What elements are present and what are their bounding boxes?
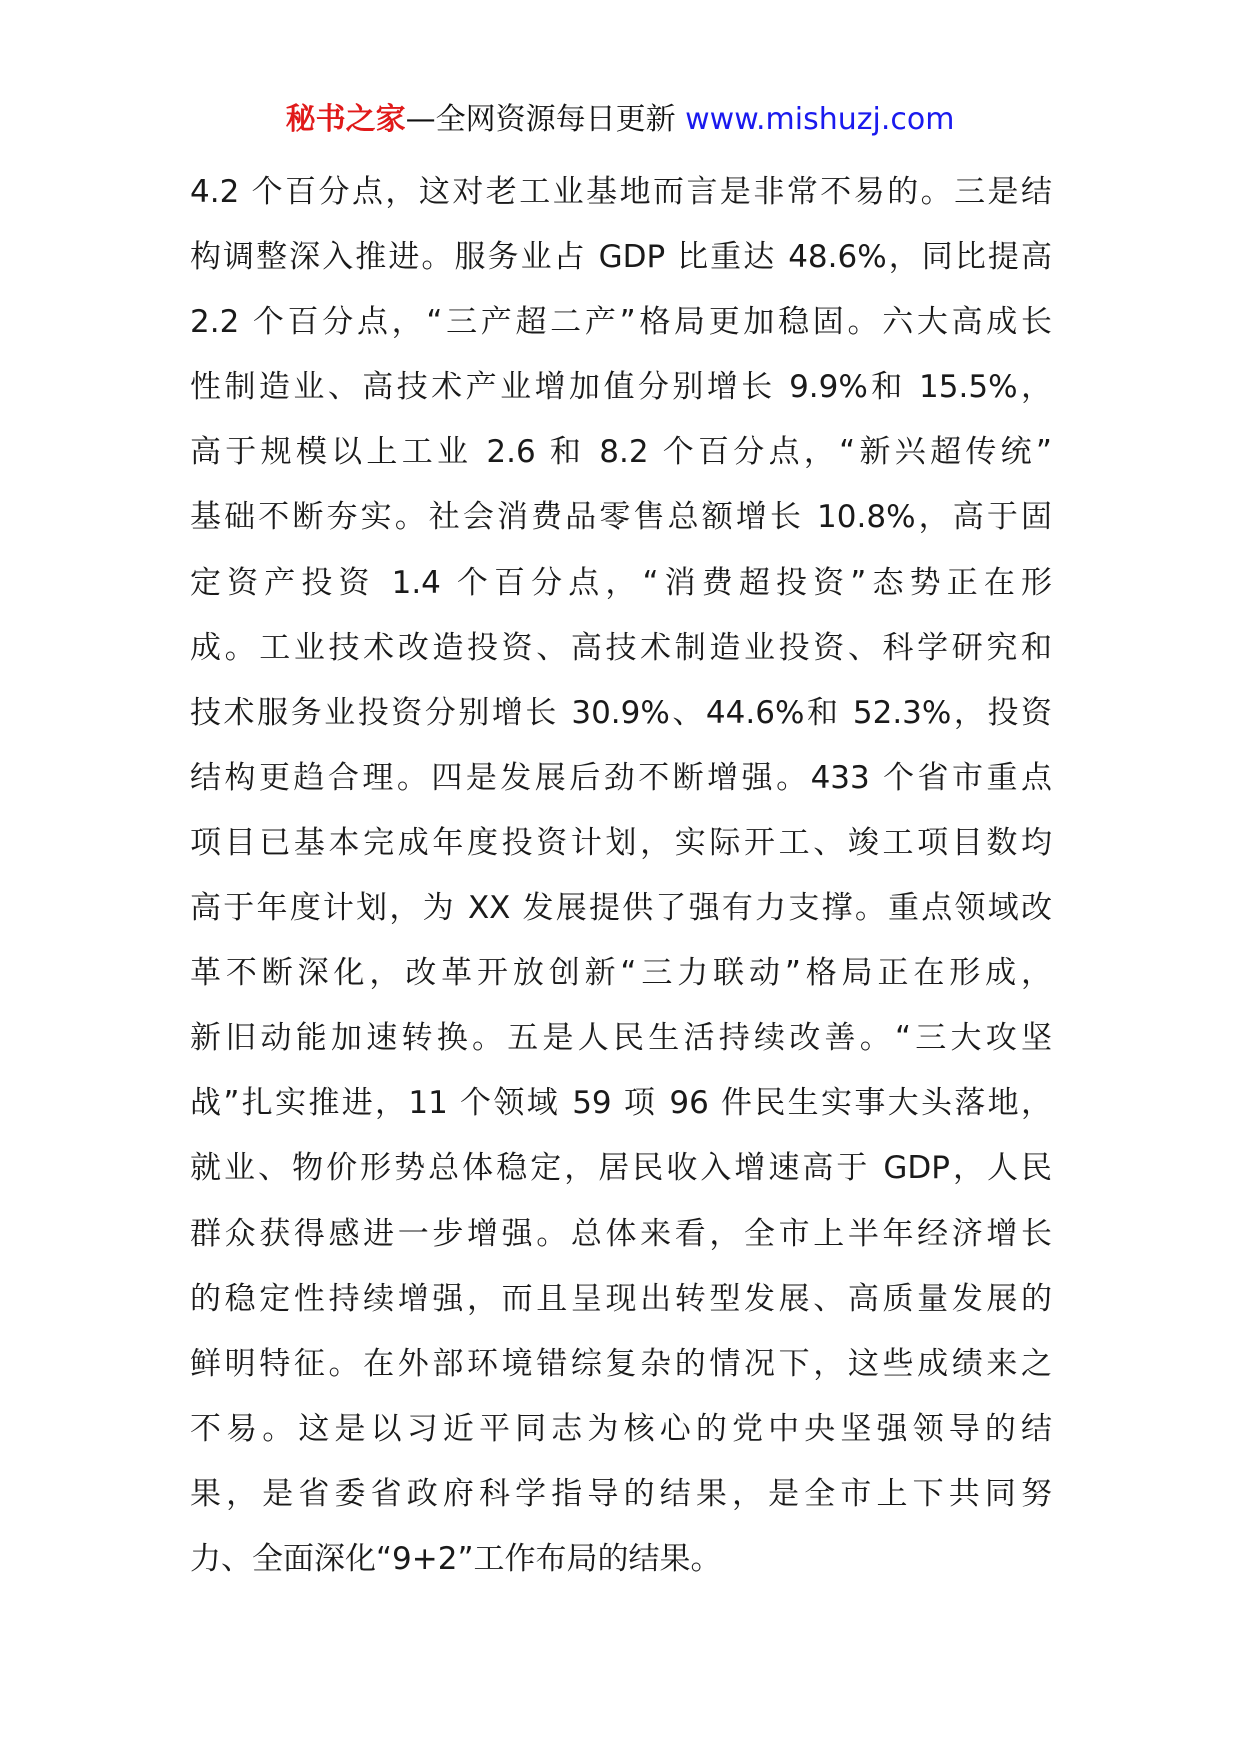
text-line: 定资产投资 1.4 个百分点，“消费超投资”态势正在形 [190,564,1052,601]
text-line: 成。工业技术改造投资、高技术制造业投资、科学研究和 [190,629,1052,666]
text-line: 高于年度计划，为 XX 发展提供了强有力支撑。重点领域改 [190,890,1052,927]
site-url-link[interactable]: www.mishuzj.com [685,102,955,137]
text-line: 革不断深化，改革开放创新“三力联动”格局正在形成， [190,955,1052,992]
text-line: 构调整深入推进。服务业占 GDP 比重达 48.6%，同比提高 [190,239,1052,276]
text-line: 2.2 个百分点，“三产超二产”格局更加稳固。六大高成长 [190,304,1052,341]
text-line: 基础不断夯实。社会消费品零售总额增长 10.8%，高于固 [190,499,1052,536]
text-line: 鲜明特征。在外部环境错综复杂的情况下，这些成绩来之 [190,1345,1052,1382]
text-line: 的稳定性持续增强，而且呈现出转型发展、高质量发展的 [190,1280,1052,1317]
body-paragraph [190,160,1052,1592]
text-line: 高于规模以上工业 2.6 和 8.2 个百分点，“新兴超传统” [190,434,1052,471]
text-line: 不易。这是以习近平同志为核心的党中央坚强领导的结 [190,1410,1052,1447]
text-line: 群众获得感进一步增强。总体来看，全市上半年经济增长 [190,1215,1052,1252]
text-line: 新旧动能加速转换。五是人民生活持续改善。“三大攻坚 [190,1020,1052,1057]
site-tagline: —全网资源每日更新 [405,102,686,137]
text-line: 就业、物价形势总体稳定，居民收入增速高于 GDP，人民 [190,1150,1052,1187]
text-line: 结构更趋合理。四是发展后劲不断增强。433 个省市重点 [190,759,1052,796]
text-line: 项目已基本完成年度投资计划，实际开工、竣工项目数均 [190,824,1052,861]
text-line: 果，是省委省政府科学指导的结果，是全市上下共同努 [190,1475,1052,1512]
text-line: 技术服务业投资分别增长 30.9%、44.6%和 52.3%，投资 [190,694,1052,731]
site-brand: 秘书之家 [285,102,406,137]
page-header [0,98,1240,142]
text-line: 战”扎实推进，11 个领域 59 项 96 件民生实事大头落地， [190,1085,1052,1122]
text-line: 性制造业、高技术产业增加值分别增长 9.9%和 15.5%， [190,369,1052,406]
text-line: 4.2 个百分点，这对老工业基地而言是非常不易的。三是结 [190,174,1052,210]
text-line: 力、全面深化“9+2”工作布局的结果。 [190,1540,722,1577]
